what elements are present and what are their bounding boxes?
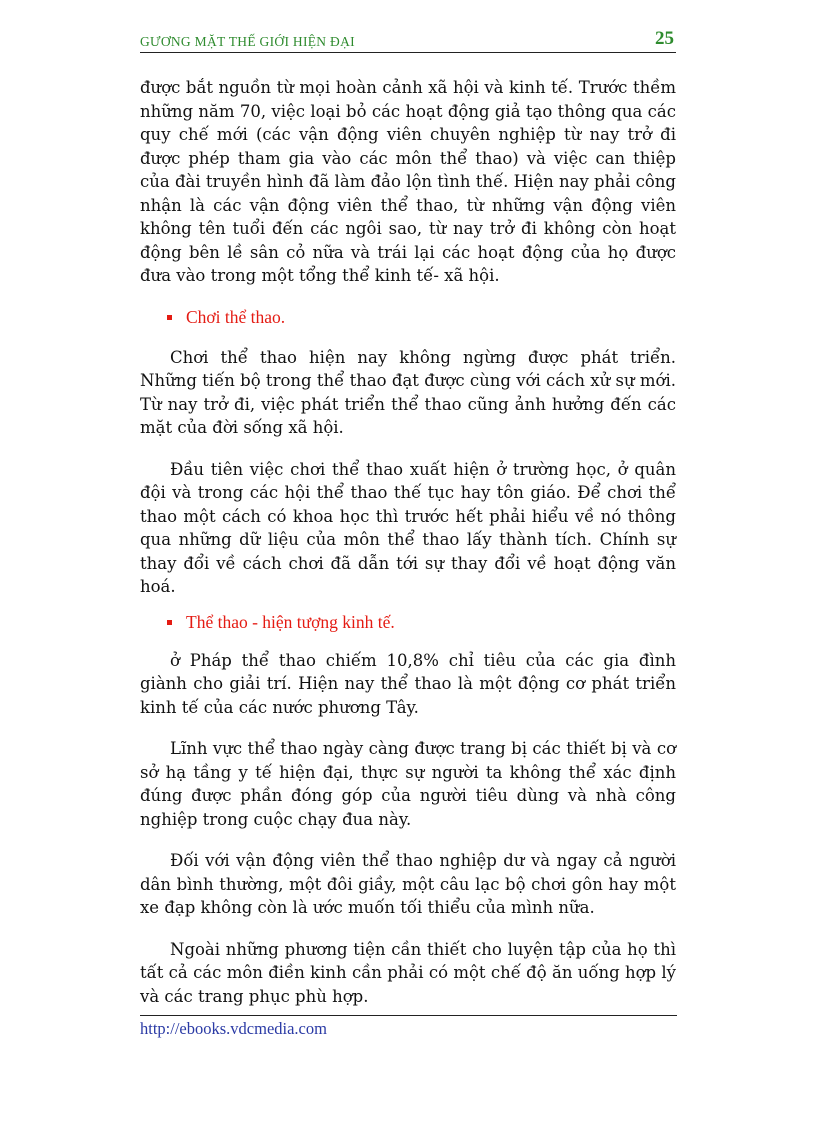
paragraph: ở Pháp thể thao chiếm 10,8% chỉ tiêu của các gia đình giành cho giải trí. Hiện nay thể thao là một động cơ phát triển kinh tế của các nước phương Tây. xyxy=(140,650,676,717)
footer-divider xyxy=(140,1015,677,1016)
paragraph: Chơi thể thao hiện nay không ngừng được phát triển. Những tiến bộ trong thể thao đạt được cùng với cách xử sự mới. Từ nay trở đi, việc phát triển thể thao cũng ảnh hưởng đến các mặt của đời sống xã hội. xyxy=(140,347,676,437)
page-number: 25 xyxy=(655,28,674,49)
page-body xyxy=(140,76,676,1008)
footer-url-link[interactable]: http://ebooks.vdcmedia.com xyxy=(140,1019,327,1038)
running-title: GƯƠNG MẶT THẾ GIỚI HIỆN ĐẠI xyxy=(140,34,355,49)
paragraph: Ngoài những phương tiện cần thiết cho luyện tập của họ thì tất cả các môn điền kinh cần phải có một chế độ ăn uống hợp lý và các trang phục phù hợp. xyxy=(140,939,676,1006)
paragraph: Lĩnh vực thể thao ngày càng được trang bị các thiết bị và cơ sở hạ tầng y tế hiện đại, thực sự người ta không thể xác định đúng được phần đóng góp của người tiêu dùng và nhà công nghiệp trong cuộc chạy đua này. xyxy=(140,739,676,829)
paragraph: Đối với vận động viên thể thao nghiệp dư và ngay cả người dân bình thường, một đôi giầy, một câu lạc bộ chơi gôn hay một xe đạp không còn là ước muốn tối thiểu của mình nữa. xyxy=(140,851,676,917)
section-heading-text: Thể thao - hiện tượng kinh tế. xyxy=(186,611,395,632)
bullet-square-icon xyxy=(167,620,172,625)
bullet-square-icon xyxy=(167,315,172,320)
page-header xyxy=(140,30,676,53)
section-heading-text: Chơi thể thao. xyxy=(186,306,286,327)
section-heading-sport-playing xyxy=(140,306,676,329)
section-heading-sport-economy xyxy=(140,611,676,634)
paragraph: Đầu tiên việc chơi thể thao xuất hiện ở trường học, ở quân đội và trong các hội thể thao thế tục hay tôn giáo. Để chơi thể thao một cách có khoa học thì trước hết phải hiểu về nó thông qua những dữ liệu của môn thể thao lấy thành tích. Chính sự thay đổi về cách chơi đã dẫn tới sự thay đổi về hoạt động văn hoá. xyxy=(140,459,676,596)
paragraph-continued: được bắt nguồn từ mọi hoàn cảnh xã hội và kinh tế. Trước thềm những năm 70, việc loại bỏ các hoạt động giả tạo thông qua các quy chế mới (các vận động viên chuyên nghiệp từ nay trở đi được phép tham gia vào các môn thể thao) và việc can thiệp của đài truyền hình đã làm đảo lộn tình thế. Hiện nay phải công nhận là các vận động viên thể thao, từ những vận động viên không tên tuổi đến các ngôi sao, từ nay trở đi không còn hoạt động bên lề sân cỏ nữa và trái lại các hoạt động của họ được đưa vào trong một tổng thể kinh tế- xã hội. xyxy=(140,78,676,285)
